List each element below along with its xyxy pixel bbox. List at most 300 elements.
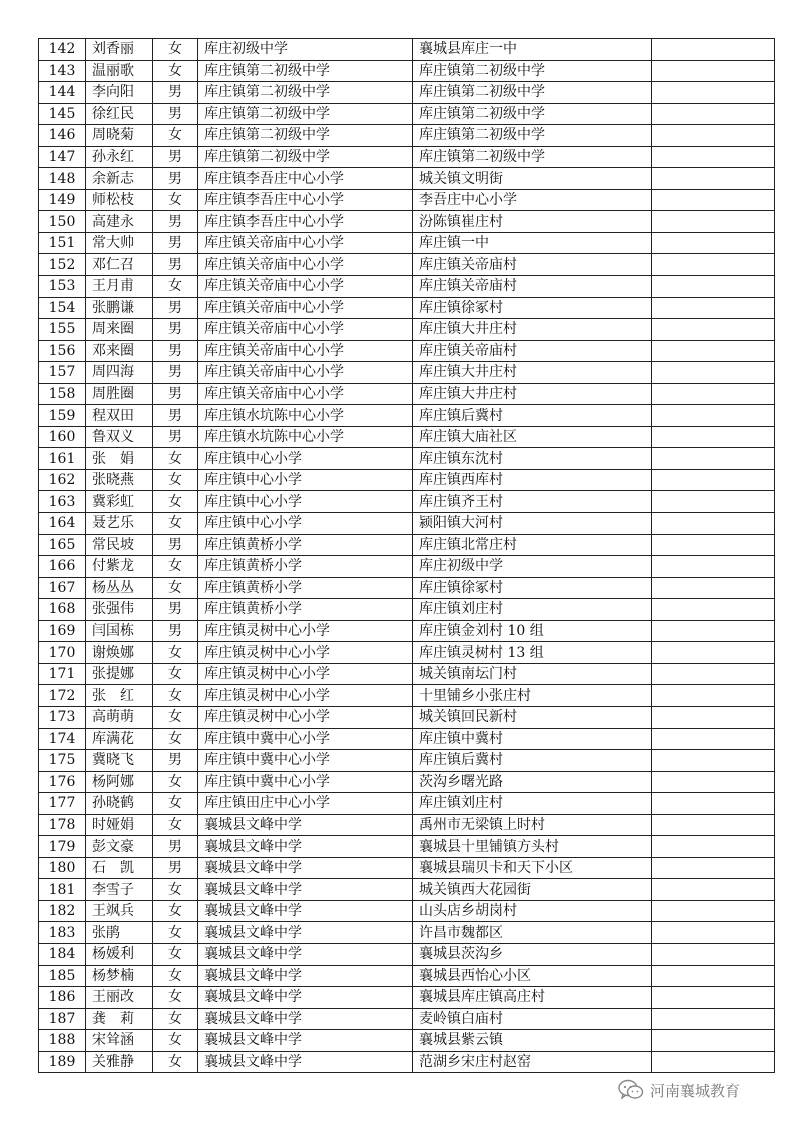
row-school: 库庄镇黄桥小学: [198, 599, 413, 621]
row-address: 库庄镇后冀村: [413, 750, 652, 772]
row-number: 183: [39, 922, 86, 944]
row-address: 库庄镇北常庄村: [413, 534, 652, 556]
row-school: 库庄镇中心小学: [198, 491, 413, 513]
row-address: 库庄镇灵树村 13 组: [413, 642, 652, 664]
row-sex: 女: [153, 189, 198, 211]
row-note: [652, 60, 775, 82]
row-school: 库庄镇黄桥小学: [198, 577, 413, 599]
row-name: 高建永: [86, 211, 153, 233]
row-sex: 男: [153, 426, 198, 448]
row-note: [652, 706, 775, 728]
row-name: 张鹃: [86, 922, 153, 944]
row-school: 库庄镇田庄中心小学: [198, 793, 413, 815]
row-name: 彭文豪: [86, 836, 153, 858]
table-row: [39, 879, 775, 901]
row-address: 库庄镇关帝庙村: [413, 254, 652, 276]
row-name: 王飒兵: [86, 900, 153, 922]
row-school: 库庄镇中心小学: [198, 469, 413, 491]
table-row: [39, 900, 775, 922]
row-name: 石 凯: [86, 857, 153, 879]
row-name: 张 红: [86, 685, 153, 707]
row-school: 库庄镇关帝庙中心小学: [198, 362, 413, 384]
row-address: 库庄镇第二初级中学: [413, 103, 652, 125]
row-school: 库庄初级中学: [198, 39, 413, 61]
row-sex: 女: [153, 1008, 198, 1030]
row-note: [652, 620, 775, 642]
row-address: 李吾庄中心小学: [413, 189, 652, 211]
row-note: [652, 168, 775, 190]
table-row: [39, 534, 775, 556]
row-address: 库庄镇徐冢村: [413, 577, 652, 599]
table-row: [39, 232, 775, 254]
row-sex: 女: [153, 60, 198, 82]
row-name: 孙永红: [86, 146, 153, 168]
row-address: 库庄镇第二初级中学: [413, 82, 652, 104]
row-number: 171: [39, 663, 86, 685]
row-school: 库庄镇关帝庙中心小学: [198, 340, 413, 362]
row-name: 常大帅: [86, 232, 153, 254]
row-school: 襄城县文峰中学: [198, 857, 413, 879]
row-number: 144: [39, 82, 86, 104]
row-name: 张鹏谦: [86, 297, 153, 319]
row-note: [652, 728, 775, 750]
row-number: 158: [39, 383, 86, 405]
table-row: [39, 469, 775, 491]
row-sex: 女: [153, 1051, 198, 1073]
watermark: [618, 1078, 740, 1102]
row-name: 邓来圈: [86, 340, 153, 362]
row-school: 库庄镇关帝庙中心小学: [198, 297, 413, 319]
row-school: 库庄镇中心小学: [198, 448, 413, 470]
row-address: 襄城县西怡心小区: [413, 965, 652, 987]
row-number: 179: [39, 836, 86, 858]
row-address: 库庄镇大井庄村: [413, 383, 652, 405]
row-number: 143: [39, 60, 86, 82]
row-school: 襄城县文峰中学: [198, 922, 413, 944]
row-address: 库庄初级中学: [413, 556, 652, 578]
row-number: 189: [39, 1051, 86, 1073]
table-row: [39, 405, 775, 427]
row-sex: 女: [153, 491, 198, 513]
row-name: 张 娟: [86, 448, 153, 470]
row-note: [652, 943, 775, 965]
row-note: [652, 685, 775, 707]
row-note: [652, 189, 775, 211]
row-address: 库庄镇大庙社区: [413, 426, 652, 448]
table-row: [39, 103, 775, 125]
row-school: 库庄镇中冀中心小学: [198, 750, 413, 772]
row-note: [652, 663, 775, 685]
row-sex: 女: [153, 642, 198, 664]
row-school: 库庄镇关帝庙中心小学: [198, 383, 413, 405]
row-school: 库庄镇李吾庄中心小学: [198, 211, 413, 233]
row-number: 156: [39, 340, 86, 362]
row-sex: 女: [153, 965, 198, 987]
row-note: [652, 103, 775, 125]
row-address: 库庄镇关帝庙村: [413, 276, 652, 298]
row-sex: 男: [153, 857, 198, 879]
row-address: 库庄镇后冀村: [413, 405, 652, 427]
row-note: [652, 340, 775, 362]
row-number: 167: [39, 577, 86, 599]
row-note: [652, 448, 775, 470]
row-address: 麦岭镇白庙村: [413, 1008, 652, 1030]
row-address: 十里铺乡小张庄村: [413, 685, 652, 707]
table-row: [39, 987, 775, 1009]
table-row: [39, 426, 775, 448]
row-number: 188: [39, 1030, 86, 1052]
table-row: [39, 556, 775, 578]
row-note: [652, 642, 775, 664]
row-address: 库庄镇金刘村 10 组: [413, 620, 652, 642]
row-note: [652, 513, 775, 535]
row-address: 库庄镇徐冢村: [413, 297, 652, 319]
row-number: 172: [39, 685, 86, 707]
row-note: [652, 534, 775, 556]
row-sex: 男: [153, 534, 198, 556]
row-sex: 女: [153, 663, 198, 685]
row-sex: 女: [153, 125, 198, 147]
row-address: 襄城县十里铺镇方头村: [413, 836, 652, 858]
row-address: 许昌市魏都区: [413, 922, 652, 944]
row-address: 库庄镇大井庄村: [413, 319, 652, 341]
row-sex: 男: [153, 82, 198, 104]
row-address: 襄城县瑞贝卡和天下小区: [413, 857, 652, 879]
row-name: 程双田: [86, 405, 153, 427]
row-note: [652, 599, 775, 621]
row-sex: 女: [153, 728, 198, 750]
row-number: 155: [39, 319, 86, 341]
row-sex: 男: [153, 599, 198, 621]
row-number: 163: [39, 491, 86, 513]
row-note: [652, 857, 775, 879]
row-school: 襄城县文峰中学: [198, 1051, 413, 1073]
wechat-icon: [618, 1079, 644, 1101]
row-sex: 女: [153, 556, 198, 578]
row-sex: 男: [153, 362, 198, 384]
table-row: [39, 383, 775, 405]
row-number: 152: [39, 254, 86, 276]
row-name: 周来圈: [86, 319, 153, 341]
row-school: 库庄镇中冀中心小学: [198, 728, 413, 750]
row-sex: 女: [153, 814, 198, 836]
row-sex: 女: [153, 771, 198, 793]
row-note: [652, 750, 775, 772]
row-number: 157: [39, 362, 86, 384]
row-note: [652, 814, 775, 836]
table-row: [39, 642, 775, 664]
row-school: 库庄镇第二初级中学: [198, 125, 413, 147]
row-note: [652, 319, 775, 341]
row-name: 高萌萌: [86, 706, 153, 728]
row-note: [652, 900, 775, 922]
row-name: 张强伟: [86, 599, 153, 621]
table-row: [39, 1030, 775, 1052]
row-number: 181: [39, 879, 86, 901]
row-note: [652, 879, 775, 901]
row-name: 关雅静: [86, 1051, 153, 1073]
row-name: 徐红民: [86, 103, 153, 125]
row-school: 库庄镇中冀中心小学: [198, 771, 413, 793]
row-name: 冀彩虹: [86, 491, 153, 513]
table-row: [39, 491, 775, 513]
row-address: 襄城县茨沟乡: [413, 943, 652, 965]
table-row: [39, 750, 775, 772]
row-address: 汾陈镇崔庄村: [413, 211, 652, 233]
row-name: 聂艺乐: [86, 513, 153, 535]
row-school: 库庄镇水坑陈中心小学: [198, 426, 413, 448]
row-sex: 女: [153, 513, 198, 535]
table-row: [39, 943, 775, 965]
table-row: [39, 513, 775, 535]
row-address: 襄城县库庄镇高庄村: [413, 987, 652, 1009]
row-school: 库庄镇第二初级中学: [198, 103, 413, 125]
row-school: 襄城县文峰中学: [198, 814, 413, 836]
row-school: 库庄镇第二初级中学: [198, 60, 413, 82]
row-note: [652, 297, 775, 319]
table-row: [39, 793, 775, 815]
row-number: 165: [39, 534, 86, 556]
row-number: 149: [39, 189, 86, 211]
row-number: 160: [39, 426, 86, 448]
row-note: [652, 771, 775, 793]
row-school: 库庄镇关帝庙中心小学: [198, 276, 413, 298]
row-sex: 男: [153, 232, 198, 254]
row-name: 余新志: [86, 168, 153, 190]
row-number: 186: [39, 987, 86, 1009]
row-sex: 男: [153, 168, 198, 190]
row-sex: 男: [153, 103, 198, 125]
row-number: 148: [39, 168, 86, 190]
row-name: 张提娜: [86, 663, 153, 685]
table-row: [39, 1008, 775, 1030]
row-school: 库庄镇李吾庄中心小学: [198, 189, 413, 211]
table-row: [39, 922, 775, 944]
row-sex: 女: [153, 706, 198, 728]
row-note: [652, 211, 775, 233]
row-school: 库庄镇李吾庄中心小学: [198, 168, 413, 190]
table-row: [39, 125, 775, 147]
row-sex: 男: [153, 297, 198, 319]
row-address: 襄城县库庄一中: [413, 39, 652, 61]
row-note: [652, 469, 775, 491]
table-row: [39, 254, 775, 276]
table-row: [39, 60, 775, 82]
row-school: 襄城县文峰中学: [198, 879, 413, 901]
table-row: [39, 965, 775, 987]
row-school: 库庄镇灵树中心小学: [198, 685, 413, 707]
table-row: [39, 39, 775, 61]
row-school: 库庄镇关帝庙中心小学: [198, 232, 413, 254]
row-name: 时娅娟: [86, 814, 153, 836]
table-row: [39, 577, 775, 599]
row-note: [652, 146, 775, 168]
row-number: 169: [39, 620, 86, 642]
row-address: 茨沟乡曙光路: [413, 771, 652, 793]
row-name: 冀晓飞: [86, 750, 153, 772]
table-row: [39, 663, 775, 685]
row-number: 174: [39, 728, 86, 750]
row-note: [652, 362, 775, 384]
row-note: [652, 1030, 775, 1052]
row-note: [652, 39, 775, 61]
row-address: 城关镇南坛门村: [413, 663, 652, 685]
row-name: 王月甫: [86, 276, 153, 298]
row-sex: 女: [153, 1030, 198, 1052]
row-sex: 男: [153, 319, 198, 341]
row-school: 库庄镇水坑陈中心小学: [198, 405, 413, 427]
row-address: 库庄镇刘庄村: [413, 793, 652, 815]
row-note: [652, 577, 775, 599]
row-sex: 男: [153, 383, 198, 405]
row-number: 151: [39, 232, 86, 254]
row-number: 185: [39, 965, 86, 987]
row-number: 173: [39, 706, 86, 728]
row-name: 李向阳: [86, 82, 153, 104]
row-address: 范湖乡宋庄村赵窑: [413, 1051, 652, 1073]
row-address: 库庄镇第二初级中学: [413, 125, 652, 147]
row-note: [652, 276, 775, 298]
row-number: 159: [39, 405, 86, 427]
row-number: 142: [39, 39, 86, 61]
row-sex: 女: [153, 448, 198, 470]
row-address: 库庄镇关帝庙村: [413, 340, 652, 362]
row-address: 颍阳镇大河村: [413, 513, 652, 535]
row-number: 166: [39, 556, 86, 578]
row-note: [652, 836, 775, 858]
row-school: 库庄镇第二初级中学: [198, 82, 413, 104]
row-address: 库庄镇刘庄村: [413, 599, 652, 621]
row-school: 库庄镇第二初级中学: [198, 146, 413, 168]
table-row: [39, 146, 775, 168]
row-sex: 女: [153, 922, 198, 944]
row-name: 温丽歌: [86, 60, 153, 82]
row-number: 150: [39, 211, 86, 233]
row-name: 周晓菊: [86, 125, 153, 147]
row-note: [652, 965, 775, 987]
row-number: 164: [39, 513, 86, 535]
row-number: 180: [39, 857, 86, 879]
row-name: 孙晓鹤: [86, 793, 153, 815]
row-sex: 女: [153, 276, 198, 298]
row-number: 145: [39, 103, 86, 125]
row-name: 师松枝: [86, 189, 153, 211]
table-row: [39, 340, 775, 362]
row-school: 库庄镇黄桥小学: [198, 556, 413, 578]
row-number: 170: [39, 642, 86, 664]
roster-table-body: [39, 39, 775, 1073]
row-sex: 男: [153, 620, 198, 642]
row-sex: 女: [153, 879, 198, 901]
row-school: 库庄镇灵树中心小学: [198, 642, 413, 664]
table-row: [39, 706, 775, 728]
row-number: 182: [39, 900, 86, 922]
row-note: [652, 254, 775, 276]
table-row: [39, 276, 775, 298]
table-row: [39, 211, 775, 233]
table-row: [39, 362, 775, 384]
row-sex: 女: [153, 685, 198, 707]
table-row: [39, 1051, 775, 1073]
row-name: 刘香丽: [86, 39, 153, 61]
row-number: 178: [39, 814, 86, 836]
row-sex: 男: [153, 340, 198, 362]
row-sex: 女: [153, 469, 198, 491]
row-note: [652, 1008, 775, 1030]
row-number: 146: [39, 125, 86, 147]
row-address: 城关镇文明街: [413, 168, 652, 190]
row-note: [652, 922, 775, 944]
row-sex: 女: [153, 943, 198, 965]
row-sex: 女: [153, 793, 198, 815]
row-note: [652, 491, 775, 513]
roster-table: [38, 38, 775, 1073]
row-sex: 女: [153, 577, 198, 599]
row-sex: 男: [153, 146, 198, 168]
row-school: 襄城县文峰中学: [198, 1008, 413, 1030]
row-number: 147: [39, 146, 86, 168]
row-name: 张晓燕: [86, 469, 153, 491]
row-name: 闫国栋: [86, 620, 153, 642]
row-sex: 男: [153, 254, 198, 276]
table-row: [39, 168, 775, 190]
row-number: 153: [39, 276, 86, 298]
row-sex: 男: [153, 405, 198, 427]
row-note: [652, 232, 775, 254]
row-school: 襄城县文峰中学: [198, 836, 413, 858]
row-number: 162: [39, 469, 86, 491]
row-name: 李雪子: [86, 879, 153, 901]
row-number: 187: [39, 1008, 86, 1030]
row-number: 184: [39, 943, 86, 965]
table-row: [39, 728, 775, 750]
table-row: [39, 836, 775, 858]
row-school: 库庄镇灵树中心小学: [198, 663, 413, 685]
row-address: 库庄镇第二初级中学: [413, 146, 652, 168]
row-note: [652, 556, 775, 578]
row-sex: 女: [153, 39, 198, 61]
row-address: 城关镇回民新村: [413, 706, 652, 728]
row-address: 禹州市无梁镇上时村: [413, 814, 652, 836]
table-row: [39, 814, 775, 836]
row-number: 175: [39, 750, 86, 772]
row-name: 杨梦楠: [86, 965, 153, 987]
row-note: [652, 125, 775, 147]
row-school: 襄城县文峰中学: [198, 987, 413, 1009]
row-address: 库庄镇大井庄村: [413, 362, 652, 384]
row-address: 库庄镇中冀村: [413, 728, 652, 750]
row-address: 库庄镇第二初级中学: [413, 60, 652, 82]
row-name: 王丽改: [86, 987, 153, 1009]
table-row: [39, 599, 775, 621]
row-note: [652, 1051, 775, 1073]
watermark-text: 河南襄城教育: [650, 1081, 741, 1100]
row-address: 山头店乡胡岗村: [413, 900, 652, 922]
row-school: 襄城县文峰中学: [198, 943, 413, 965]
row-school: 库庄镇黄桥小学: [198, 534, 413, 556]
table-row: [39, 857, 775, 879]
row-note: [652, 426, 775, 448]
row-note: [652, 793, 775, 815]
row-school: 库庄镇灵树中心小学: [198, 706, 413, 728]
row-name: 杨阿娜: [86, 771, 153, 793]
table-row: [39, 319, 775, 341]
row-name: 常民坡: [86, 534, 153, 556]
row-name: 龚 莉: [86, 1008, 153, 1030]
row-sex: 男: [153, 211, 198, 233]
row-name: 付紫龙: [86, 556, 153, 578]
row-name: 宋耸涵: [86, 1030, 153, 1052]
